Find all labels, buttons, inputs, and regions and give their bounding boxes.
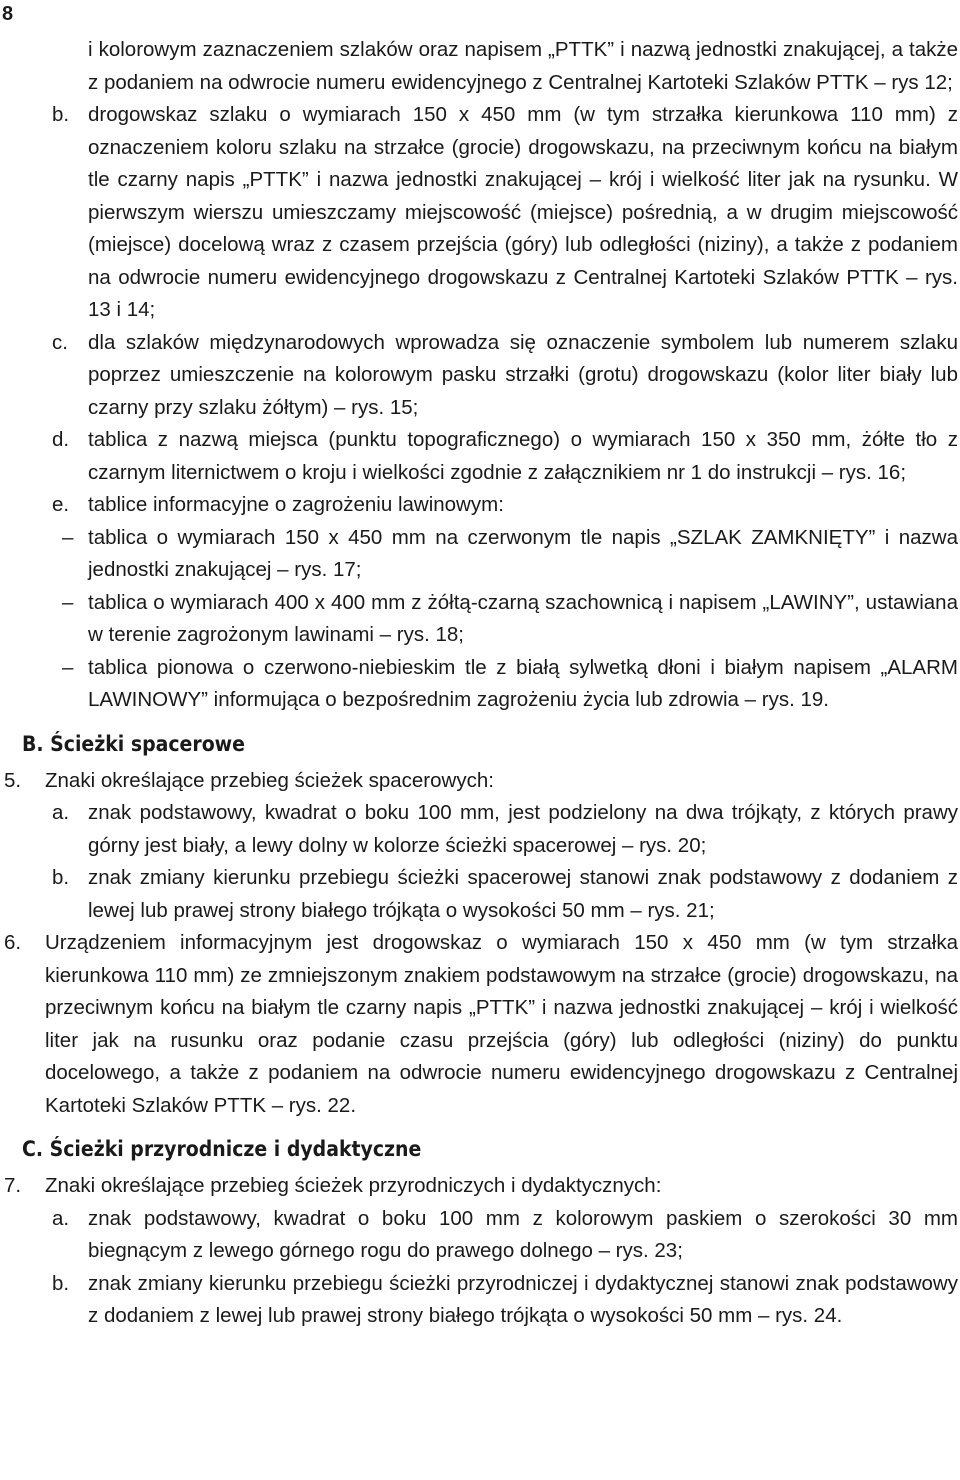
- list-item-text: dla szlaków międzynarodowych wprowadza się oznaczenie symbolem lub numerem szlaku poprzez umieszczenie na kolorowym pasku strzałki (grotu) drogowskazu (kolor liter biały lub czarny przy szlaku żółtym) – rys. 15;: [88, 330, 958, 419]
- list-item-text: znak podstawowy, kwadrat o boku 100 mm z kolorowym paskiem o szerokości 30 mm biegnącym z lewego górnego rogu do prawego dolnego – rys. 23;: [88, 1206, 958, 1262]
- section-heading-b: B. Ścieżki spacerowe: [22, 731, 245, 756]
- dash-item-text: tablica pionowa o czerwono-niebieskim tle z białą sylwetką dłoni i białym napisem „ALARM LAWINOWY” informująca o bezpośrednim zagrożeniu życia lub zdrowia – rys. 19.: [88, 655, 958, 711]
- list-marker: b.: [52, 866, 70, 889]
- dash-marker: –: [62, 590, 74, 614]
- list-item-d: [0, 424, 958, 489]
- list-marker: 5.: [4, 768, 22, 792]
- list-item-text: Znaki określające przebieg ścieżek spacerowych:: [45, 768, 494, 792]
- dash-item-2: [0, 587, 958, 652]
- list-marker: d.: [52, 428, 70, 451]
- list-item-5a: [0, 797, 958, 862]
- list-item-text: tablice informacyjne o zagrożeniu lawinowym:: [88, 493, 504, 516]
- dash-item-text: tablica o wymiarach 400 x 400 mm z żółtą-czarną szachownicą i napisem „LAWINY”, ustawiana w terenie zagrożonym lawinami – rys. 18;: [88, 590, 958, 646]
- dash-marker: –: [62, 655, 74, 679]
- list-item-7a: [0, 1203, 958, 1268]
- page-number: 8: [2, 3, 14, 25]
- list-item-text: znak zmiany kierunku przebiegu ścieżki przyrodniczej i dydaktycznej stanowi znak podstawowy z dodaniem z lewej lub prawej strony białego trójkąta o wysokości 50 mm – rys. 24.: [88, 1271, 958, 1327]
- list-item-text: Znaki określające przebieg ścieżek przyrodniczych i dydaktycznych:: [45, 1174, 662, 1197]
- list-item-text: znak zmiany kierunku przebiegu ścieżki spacerowej stanowi znak podstawowy z dodaniem z lewej lub prawej strony białego trójkąta o wysokości 50 mm – rys. 21;: [88, 866, 958, 922]
- page-body: [0, 34, 958, 1333]
- list-item-b: [0, 99, 958, 327]
- list-marker: a.: [52, 801, 70, 824]
- section-heading-c: C. Ścieżki przyrodnicze i dydaktyczne: [22, 1137, 422, 1161]
- list-item-text: znak podstawowy, kwadrat o boku 100 mm, jest podzielony na dwa trójkąty, z których prawy górny jest biały, a lewy dolny w kolorze ścieżki spacerowej – rys. 20;: [88, 801, 958, 857]
- list-item-7b: [0, 1268, 958, 1333]
- dash-marker: –: [62, 525, 74, 549]
- list-marker: b.: [52, 1271, 70, 1295]
- numbered-item-6: [0, 927, 958, 1122]
- dash-item-1: [0, 522, 958, 587]
- list-item-5b: [0, 862, 958, 927]
- list-item-e: [0, 489, 958, 522]
- dash-item-text: tablica o wymiarach 150 x 450 mm na czerwonym tle napis „SZLAK ZAMKNIĘTY” i nazwa jednostki znakującej – rys. 17;: [88, 525, 958, 581]
- continued-paragraph: i kolorowym zaznaczeniem szlaków oraz napisem „PTTK” i nazwą jednostki znakującej, a także z podaniem na odwrocie numeru ewidencyjnego z Centralnej Kartoteki Szlaków PTTK – rys 12;: [88, 38, 958, 94]
- list-marker: 6.: [4, 931, 22, 954]
- list-item-c: [0, 327, 958, 425]
- numbered-item-5: [0, 765, 958, 798]
- list-marker: 7.: [4, 1174, 22, 1197]
- list-marker: a.: [52, 1206, 70, 1230]
- list-item-text: Urządzeniem informacyjnym jest drogowskaz o wymiarach 150 x 450 mm (w tym strzałka kierunkowa 110 mm) ze zmniejszonym znakiem podstawowym na strzałce (grocie) drogowskazu, na przeciwnym końcu na białym tle czarny napis „PTTK” i nazwa jednostki znakującej – krój i wielkość liter jak na rusunku oraz podanie czasu przejścia (góry) lub odległości (niziny) do punktu docelowego, a także z podaniem na odwrocie numeru ewidencyjnego drogowskazu z Centralnej Kartoteki Szlaków PTTK – rys. 22.: [45, 931, 958, 1117]
- list-item-text: tablica z nazwą miejsca (punktu topograficznego) o wymiarach 150 x 350 mm, żółte tło z czarnym liternictwem o kroju i wielkości zgodnie z załącznikiem nr 1 do instrukcji – rys. 16;: [88, 428, 958, 484]
- list-marker: b.: [52, 103, 70, 126]
- numbered-item-7: [0, 1170, 958, 1203]
- list-marker: c.: [52, 330, 68, 354]
- dash-item-3: [0, 652, 958, 717]
- list-item-text: drogowskaz szlaku o wymiarach 150 x 450 mm (w tym strzałka kierunkowa 110 mm) z oznaczeniem koloru szlaku na strzałce (grocie) drogowskazu, na przeciwnym końcu na białym tle czarny napis „PTTK” i nazwa jednostki znakującej – krój i wielkość liter jak na rysunku. W pierwszym wierszu umieszczamy miejscowość (miejsce) pośrednią, a w drugim miejscowość (miejsce) docelową wraz z czasem przejścia (góry) lub odległości (niziny), a także z podaniem na odwrocie numeru ewidencyjnego drogowskazu z Centralnej Kartoteki Szlaków PTTK – rys. 13 i 14;: [88, 103, 958, 321]
- list-marker: e.: [52, 493, 70, 516]
